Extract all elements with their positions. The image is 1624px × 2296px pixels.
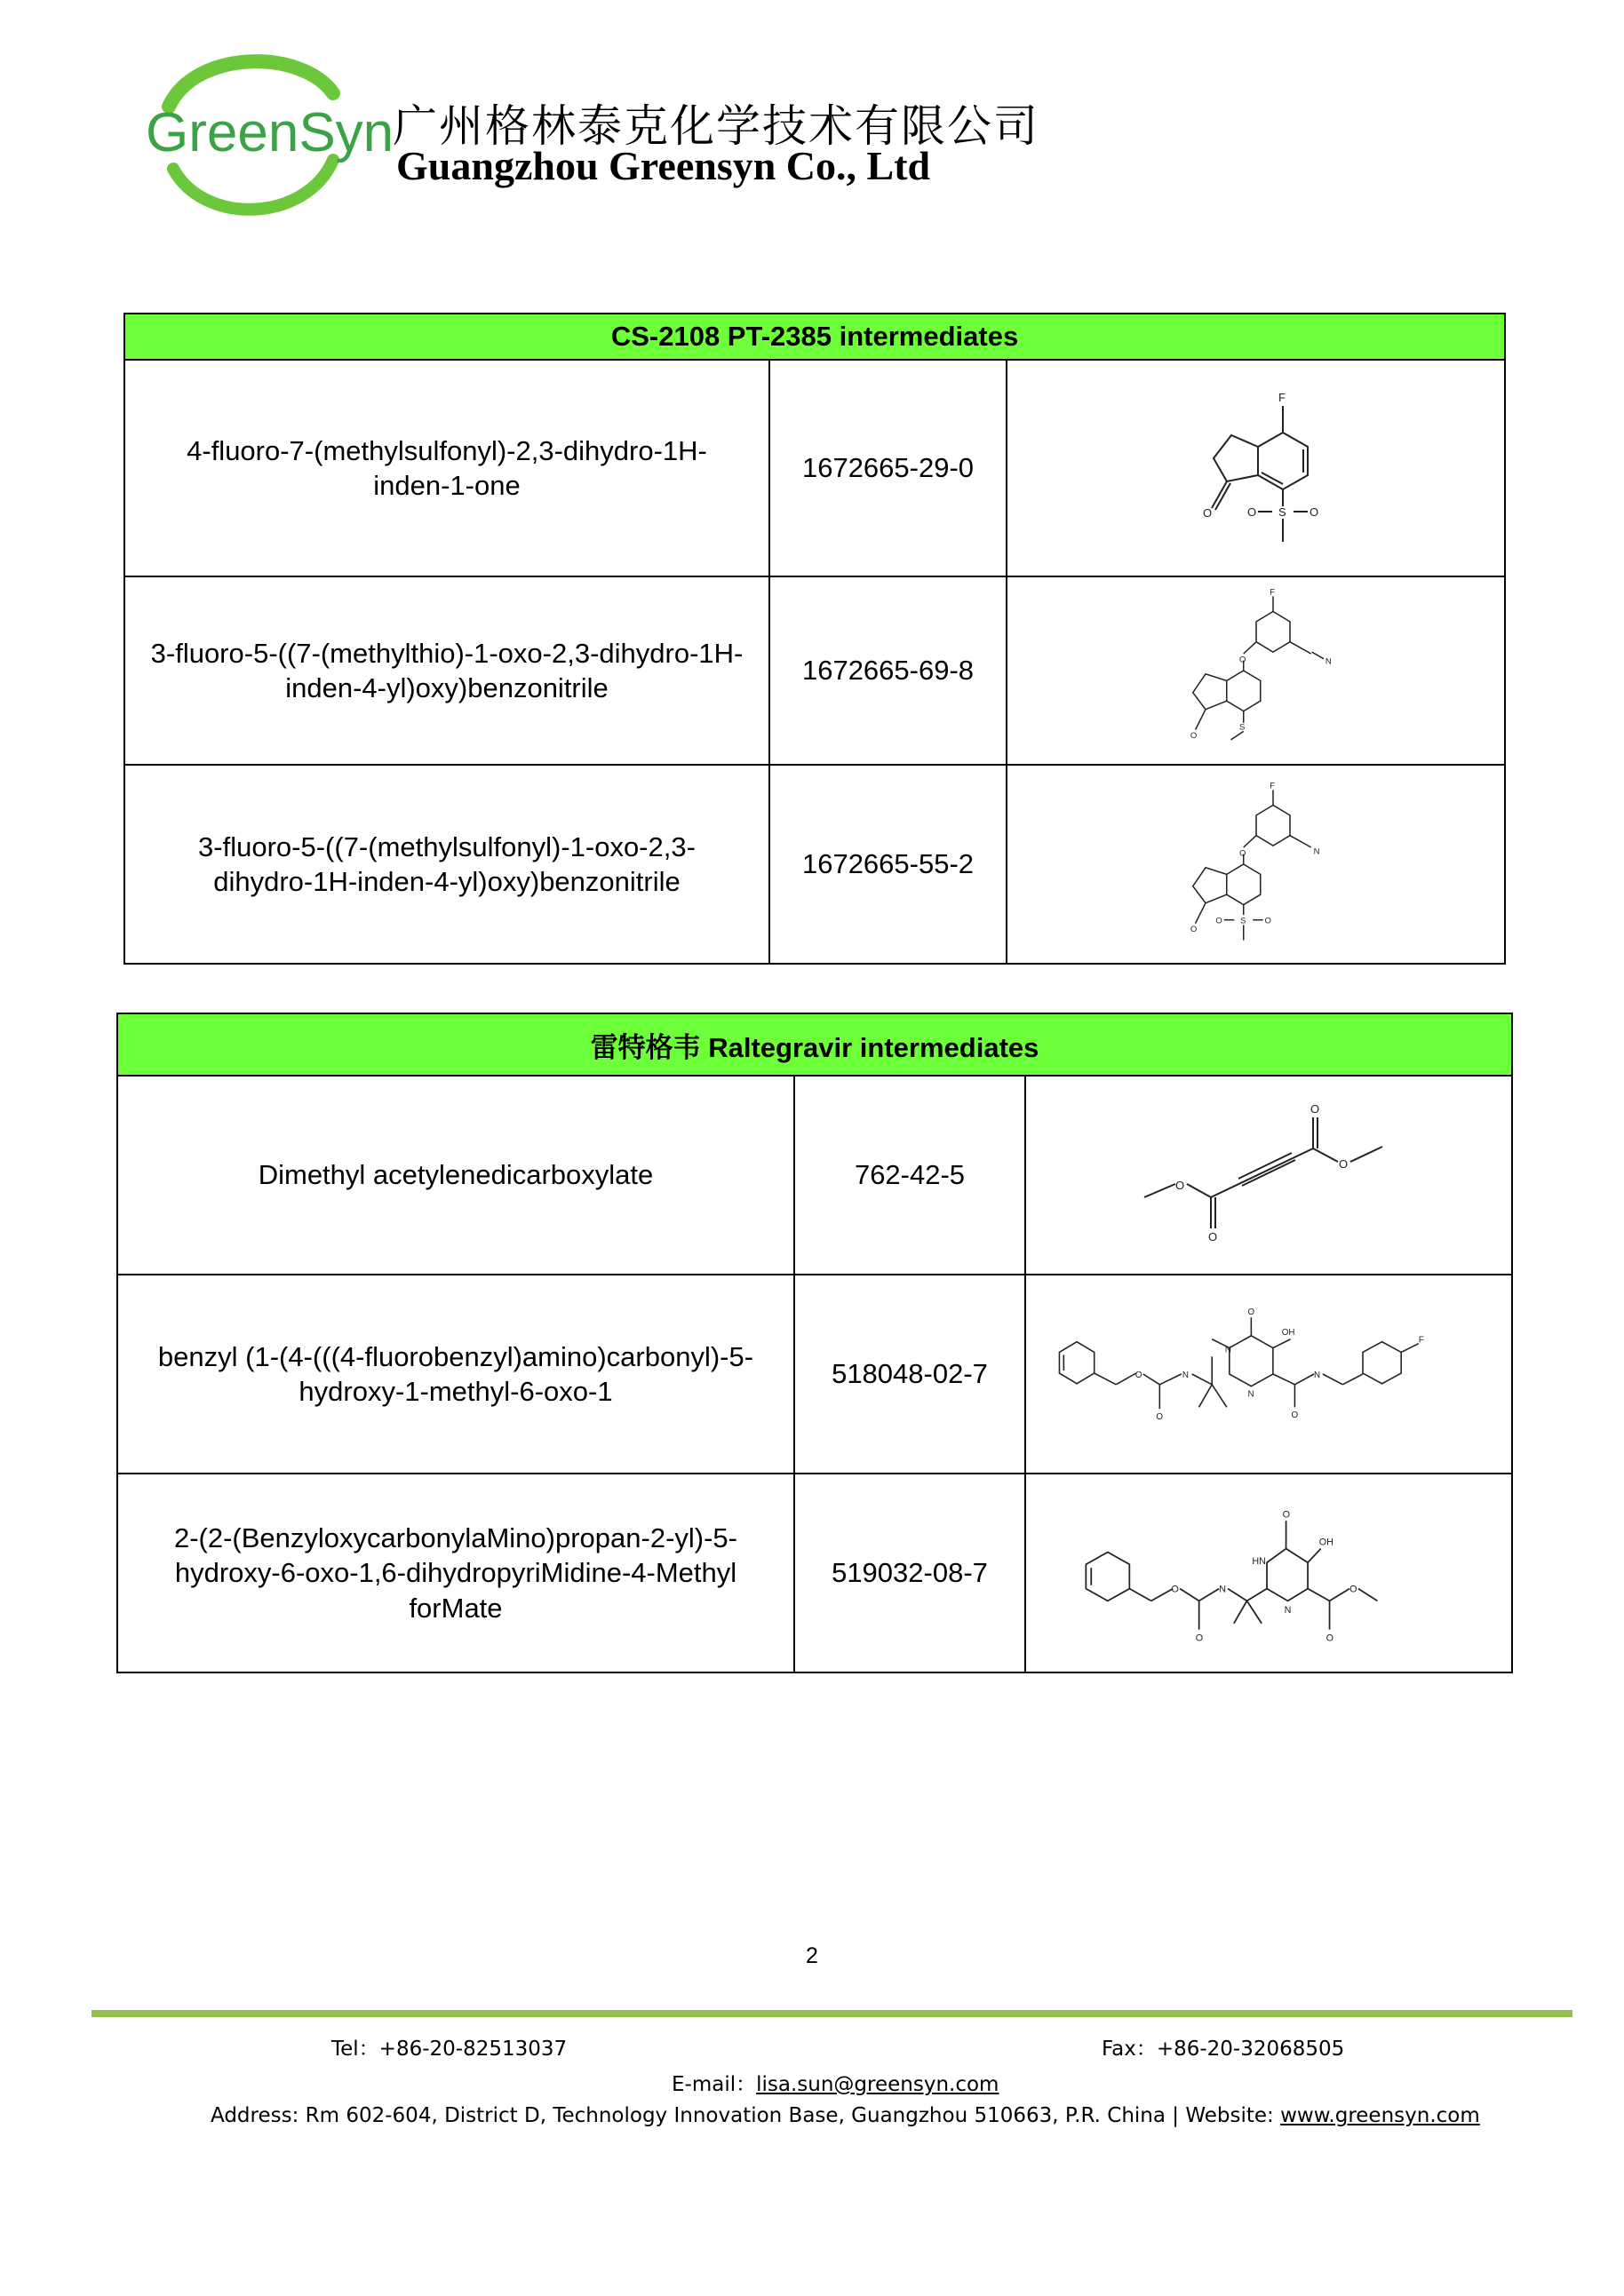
svg-text:O: O — [1282, 1509, 1291, 1521]
page-number: 2 — [806, 1943, 818, 1968]
svg-text:O: O — [1134, 1370, 1142, 1380]
svg-text:N: N — [1314, 1370, 1321, 1380]
svg-text:OH: OH — [1318, 1537, 1333, 1548]
svg-text:N: N — [1284, 1605, 1292, 1617]
svg-text:OH: OH — [1281, 1327, 1295, 1338]
structure-cell — [1007, 360, 1505, 576]
table-row — [117, 1275, 1512, 1474]
structure-image — [1176, 384, 1336, 552]
page-header — [133, 44, 1039, 222]
svg-text:O: O — [1246, 505, 1256, 519]
svg-text:O: O — [1171, 1584, 1179, 1595]
pt-2385-intermediates-table — [123, 313, 1506, 965]
svg-text:O: O — [1195, 1633, 1204, 1644]
svg-text:O: O — [1349, 1584, 1357, 1595]
table-title: 雷特格韦 Raltegravir intermediates — [117, 1013, 1512, 1076]
table-row — [117, 1076, 1512, 1275]
cas-number: 518048-02-7 — [794, 1275, 1025, 1474]
compound-name: 3-fluoro-5-((7-(methylthio)-1-oxo-2,3-dihydro-1H-inden-4-yl)oxy)benzonitrile — [124, 576, 769, 765]
structure-image — [1172, 584, 1341, 758]
svg-text:N: N — [1219, 1584, 1226, 1595]
cas-number: 1672665-69-8 — [769, 576, 1007, 765]
svg-text:S: S — [1239, 916, 1246, 926]
address-text: Address: Rm 602-604, District D, Technology Innovation Base, Guangzhou 510663, P.R. China | Website: — [211, 2104, 1281, 2127]
svg-text:S: S — [1278, 505, 1286, 519]
structure-cell — [1007, 576, 1505, 765]
table-row — [117, 1474, 1512, 1672]
svg-text:N: N — [1182, 1370, 1189, 1380]
svg-text:O: O — [1247, 1307, 1255, 1318]
svg-text:N: N — [1313, 846, 1319, 857]
svg-text:O: O — [1190, 731, 1197, 741]
svg-text:F: F — [1269, 781, 1275, 791]
company-name-english: Guangzhou Greensyn Co., Ltd — [396, 143, 931, 188]
structure-image — [1135, 1095, 1402, 1255]
structure-cell — [1025, 1474, 1512, 1672]
table-row — [124, 360, 1505, 576]
structure-cell — [1007, 765, 1505, 964]
greensyn-logo — [133, 44, 394, 222]
svg-text:O: O — [1325, 1633, 1333, 1644]
svg-text:O: O — [1291, 1410, 1299, 1421]
svg-text:O: O — [1339, 1157, 1349, 1171]
svg-text:HN: HN — [1252, 1556, 1266, 1568]
email-label: E-mail： — [672, 2073, 757, 2096]
svg-text:F: F — [1278, 391, 1286, 404]
svg-text:O: O — [1156, 1412, 1164, 1423]
svg-text:F: F — [1418, 1335, 1424, 1346]
svg-text:O: O — [1309, 505, 1318, 519]
logo-text: GreenSyn — [146, 102, 394, 163]
footer-tel: Tel：+86-20-82513037 — [331, 2038, 568, 2061]
structure-cell — [1025, 1076, 1512, 1275]
website-link[interactable]: www.greensyn.com — [1280, 2104, 1480, 2127]
cas-number: 1672665-55-2 — [769, 765, 1007, 964]
table-row — [124, 576, 1505, 765]
svg-text:O: O — [1175, 1179, 1185, 1192]
compound-name: 3-fluoro-5-((7-(methylsulfonyl)-1-oxo-2,3-dihydro-1H-inden-4-yl)oxy)benzonitrile — [124, 765, 769, 964]
svg-text:O: O — [1202, 506, 1212, 520]
svg-text:O: O — [1190, 925, 1197, 934]
svg-text:N: N — [1325, 656, 1332, 667]
structure-image — [1060, 1486, 1477, 1660]
cas-number: 762-42-5 — [794, 1076, 1025, 1275]
cas-number: 519032-08-7 — [794, 1474, 1025, 1672]
svg-text:N: N — [1247, 1389, 1254, 1400]
svg-text:N: N — [1224, 1345, 1232, 1355]
footer-fax: Fax：+86-20-32068505 — [1102, 2038, 1345, 2061]
structure-image — [1033, 1304, 1504, 1444]
structure-cell — [1025, 1275, 1512, 1474]
footer-address-line — [211, 2104, 1480, 2127]
cas-number: 1672665-29-0 — [769, 360, 1007, 576]
raltegravir-intermediates-table — [116, 1013, 1513, 1673]
email-link[interactable]: lisa.sun@greensyn.com — [756, 2073, 999, 2096]
compound-name: benzyl (1-(4-(((4-fluorobenzyl)amino)carbonyl)-5-hydroxy-1-methyl-6-oxo-1 — [117, 1275, 794, 1474]
compound-name: Dimethyl acetylenedicarboxylate — [117, 1076, 794, 1275]
table-title: CS-2108 PT-2385 intermediates — [124, 314, 1505, 360]
svg-text:O: O — [1238, 655, 1246, 665]
svg-text:O: O — [1310, 1102, 1320, 1116]
compound-name: 2-(2-(BenzyloxycarbonylaMino)propan-2-yl)-5-hydroxy-6-oxo-1,6-dihydropyriMidine-4-Methyl forMate — [117, 1474, 794, 1672]
svg-text:O: O — [1208, 1230, 1218, 1243]
company-name-chinese: 广州格林泰克化学技术有限公司 — [393, 100, 1039, 152]
structure-image — [1172, 775, 1341, 953]
svg-text:O: O — [1264, 916, 1271, 926]
table-row — [124, 765, 1505, 964]
svg-text:S: S — [1238, 722, 1245, 733]
compound-name: 4-fluoro-7-(methylsulfonyl)-2,3-dihydro-1H-inden-1-one — [124, 360, 769, 576]
footer-divider — [92, 2010, 1572, 2017]
svg-text:F: F — [1269, 587, 1275, 598]
footer-email-line — [672, 2068, 999, 2097]
svg-text:O: O — [1214, 916, 1222, 926]
svg-text:O: O — [1238, 848, 1246, 859]
